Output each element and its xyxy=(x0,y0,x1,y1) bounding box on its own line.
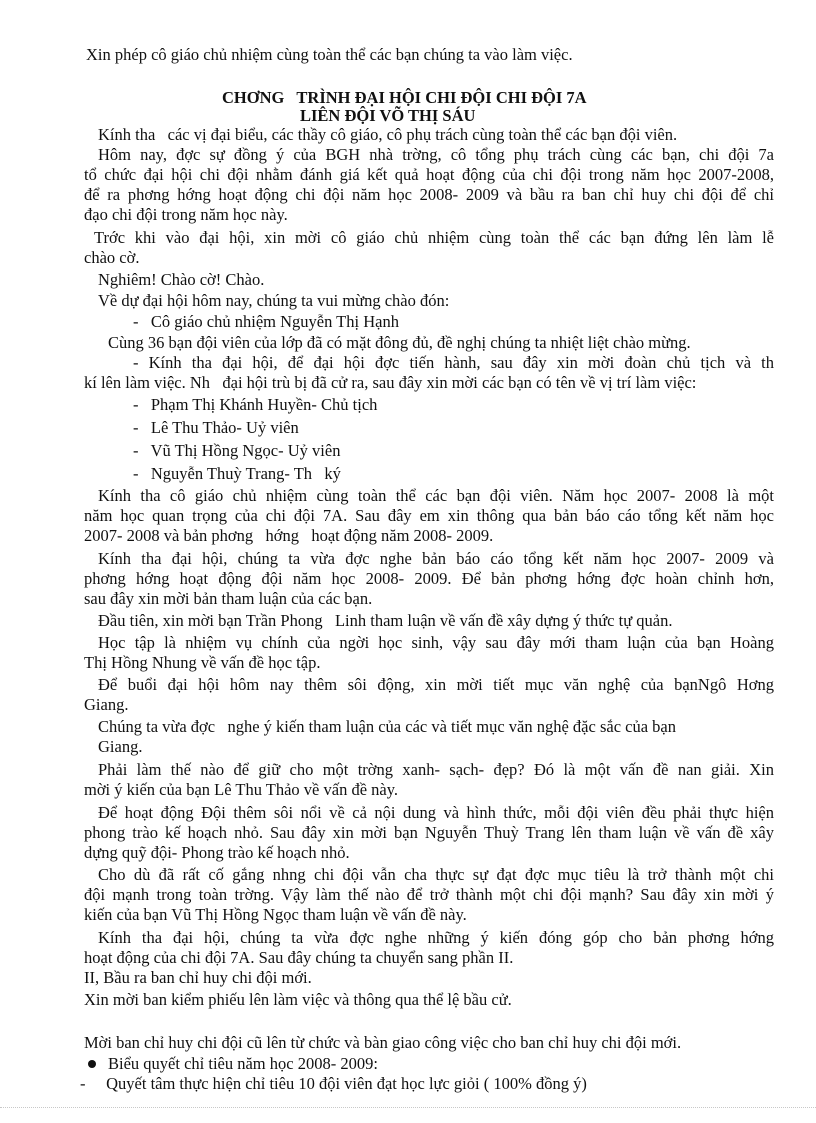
list-item: - Vũ Thị Hồng Ngọc- Uỷ viên xyxy=(133,441,341,460)
paragraph-line: sau đây xin mời bản tham luận của các bạn. xyxy=(84,589,373,608)
paragraph-line: Giang. xyxy=(84,695,129,714)
paragraph-line: hoạt động của chi đội 7A. Sau đây chúng ta chuyển sang phần II. xyxy=(84,948,514,967)
section-heading: II, Bầu ra ban chỉ huy chi đội mới. xyxy=(84,968,312,987)
list-item: - Cô giáo chủ nhiệm Nguyễn Thị Hạnh xyxy=(133,312,399,331)
paragraph-line: Về dự đại hội hôm nay, chúng ta vui mừng chào đón: xyxy=(98,291,450,310)
paragraph-line: Học tập là nhiệm vụ chính của ngời học sinh, vậy sau đây mới tham luận của bạn Hoàng xyxy=(98,633,774,652)
bullet-dot-icon xyxy=(88,1060,96,1068)
paragraph-line: Để buổi đại hội hôm nay thêm sôi động, xin mời tiết mục văn nghệ của bạnNgô Hơng xyxy=(98,675,774,694)
paragraph-line: Kính tha cô giáo chủ nhiệm cùng toàn thể các bạn đội viên. Năm học 2007- 2008 là một xyxy=(98,486,774,505)
paragraph-line: Chúng ta vừa đợc nghe ý kiến tham luận của các và tiết mục văn nghệ đặc sắc của bạn xyxy=(98,717,676,736)
paragraph-line: Phải làm thế nào để giữ cho một trờng xanh- sạch- đẹp? Đó là một vấn đề nan giải. Xin xyxy=(98,760,774,779)
paragraph-line: Hôm nay, đợc sự đồng ý của BGH nhà trờng, cô tổng phụ trách cùng các bạn, chi đội 7a xyxy=(98,145,774,164)
paragraph-line: Mời ban chỉ huy chi đội cũ lên từ chức và bàn giao công việc cho ban chỉ huy chi đội mới. xyxy=(84,1033,682,1052)
list-item: Biểu quyết chỉ tiêu năm học 2008- 2009: xyxy=(108,1054,378,1073)
paragraph-line: Nghiêm! Chào cờ! Chào. xyxy=(98,270,265,289)
paragraph-line: Đầu tiên, xin mời bạn Trần Phong Linh tham luận về vấn đề xây dựng ý thức tự quản. xyxy=(98,611,673,630)
document-subtitle: LIÊN ĐỘI VÕ THỊ SÁU xyxy=(300,106,476,125)
paragraph-line: Xin mời ban kiểm phiếu lên làm việc và thông qua thể lệ bầu cử. xyxy=(84,990,512,1009)
page-divider xyxy=(0,1107,816,1108)
paragraph-line: mời ý kiến của bạn Lê Thu Thảo về vấn đề này. xyxy=(84,780,399,799)
paragraph-line: đội mạnh trong toàn trờng. Vậy làm thế nào để trở thành một chi đội mạnh? Sau đây xin mời ý xyxy=(84,885,774,904)
paragraph-line: tổ chức đại hội chi đội nhằm đánh giá kết quả hoạt động của chi đội trong năm học 2007-2008, xyxy=(84,165,774,184)
document-title: CHƠNG TRÌNH ĐẠI HỘI CHI ĐỘI CHI ĐỘI 7A xyxy=(222,88,587,107)
paragraph-line: phơng hớng hoạt động đội năm học 2008- 2009. Để bản phơng hớng đợc hoàn chỉnh hơn, xyxy=(84,569,774,588)
paragraph-line: 2007- 2008 và bản phơng hớng hoạt động năm 2008- 2009. xyxy=(84,526,494,545)
paragraph-line: - Kính tha đại hội, để đại hội đợc tiến hành, sau đây xin mời đoàn chủ tịch và th xyxy=(133,353,774,372)
paragraph-line: Kính tha đại hội, chúng ta vừa đợc nghe bản báo cáo tổng kết năm học 2007- 2009 và xyxy=(98,549,774,568)
paragraph-line: dựng quỹ đội- Phong trào kế hoạch nhỏ. xyxy=(84,843,350,862)
list-item: - Quyết tâm thực hiện chỉ tiêu 10 đội viên đạt học lực giỏi ( 100% đồng ý) xyxy=(80,1074,587,1093)
paragraph-line: Cùng 36 bạn đội viên của lớp đã có mặt đông đủ, đề nghị chúng ta nhiệt liệt chào mừng. xyxy=(108,333,691,352)
paragraph-line: phong trào kế hoạch nhỏ. Sau đây xin mời bạn Nguyễn Thuỳ Trang lên tham luận về vấn đề xây xyxy=(84,823,774,842)
list-item: - Phạm Thị Khánh Huyền- Chủ tịch xyxy=(133,395,378,414)
list-item: - Nguyễn Thuỳ Trang- Th ký xyxy=(133,464,341,483)
paragraph-line: Thị Hồng Nhung về vấn đề học tập. xyxy=(84,653,321,672)
paragraph-line: kiến của bạn Vũ Thị Hồng Ngọc tham luận về vấn đề này. xyxy=(84,905,467,924)
paragraph-line: Kính tha đại hội, chúng ta vừa đợc nghe những ý kiến đóng góp cho bản phơng hớng xyxy=(98,928,774,947)
paragraph-line: kí lên làm việc. Nh đại hội trù bị đã cử ra, sau đây xin mời các bạn có tên về vị trí làm việc: xyxy=(84,373,697,392)
paragraph-line: để ra phơng hớng hoạt động chi đội năm học 2008- 2009 và bầu ra ban chỉ huy chi đội để chỉ xyxy=(84,185,774,204)
paragraph-line: Để hoạt động Đội thêm sôi nổi về cả nội dung và hình thức, mỗi đội viên đều phải thực hiện xyxy=(98,803,774,822)
intro-line: Xin phép cô giáo chủ nhiệm cùng toàn thể các bạn chúng ta vào làm việc. xyxy=(86,45,573,64)
paragraph-line: năm học quan trọng của chi đội 7A. Sau đây em xin thông qua bản báo cáo tổng kết năm học xyxy=(84,506,774,525)
paragraph-line: Kính tha các vị đại biểu, các thầy cô giáo, cô phụ trách cùng toàn thể các bạn đội viên. xyxy=(98,125,678,144)
list-item: - Lê Thu Thảo- Uỷ viên xyxy=(133,418,299,437)
paragraph-line: Trớc khi vào đại hội, xin mời cô giáo chủ nhiệm cùng toàn thể các bạn đứng lên làm lễ xyxy=(94,228,774,247)
paragraph-line: Cho dù đã rất cố gắng nhng chi đội vẫn cha thực sự đạt đợc mục tiêu là trở thành một chi xyxy=(98,865,774,884)
paragraph-line: chào cờ. xyxy=(84,248,140,267)
paragraph-line: đạo chi đội trong năm học này. xyxy=(84,205,288,224)
paragraph-line: Giang. xyxy=(98,737,143,756)
